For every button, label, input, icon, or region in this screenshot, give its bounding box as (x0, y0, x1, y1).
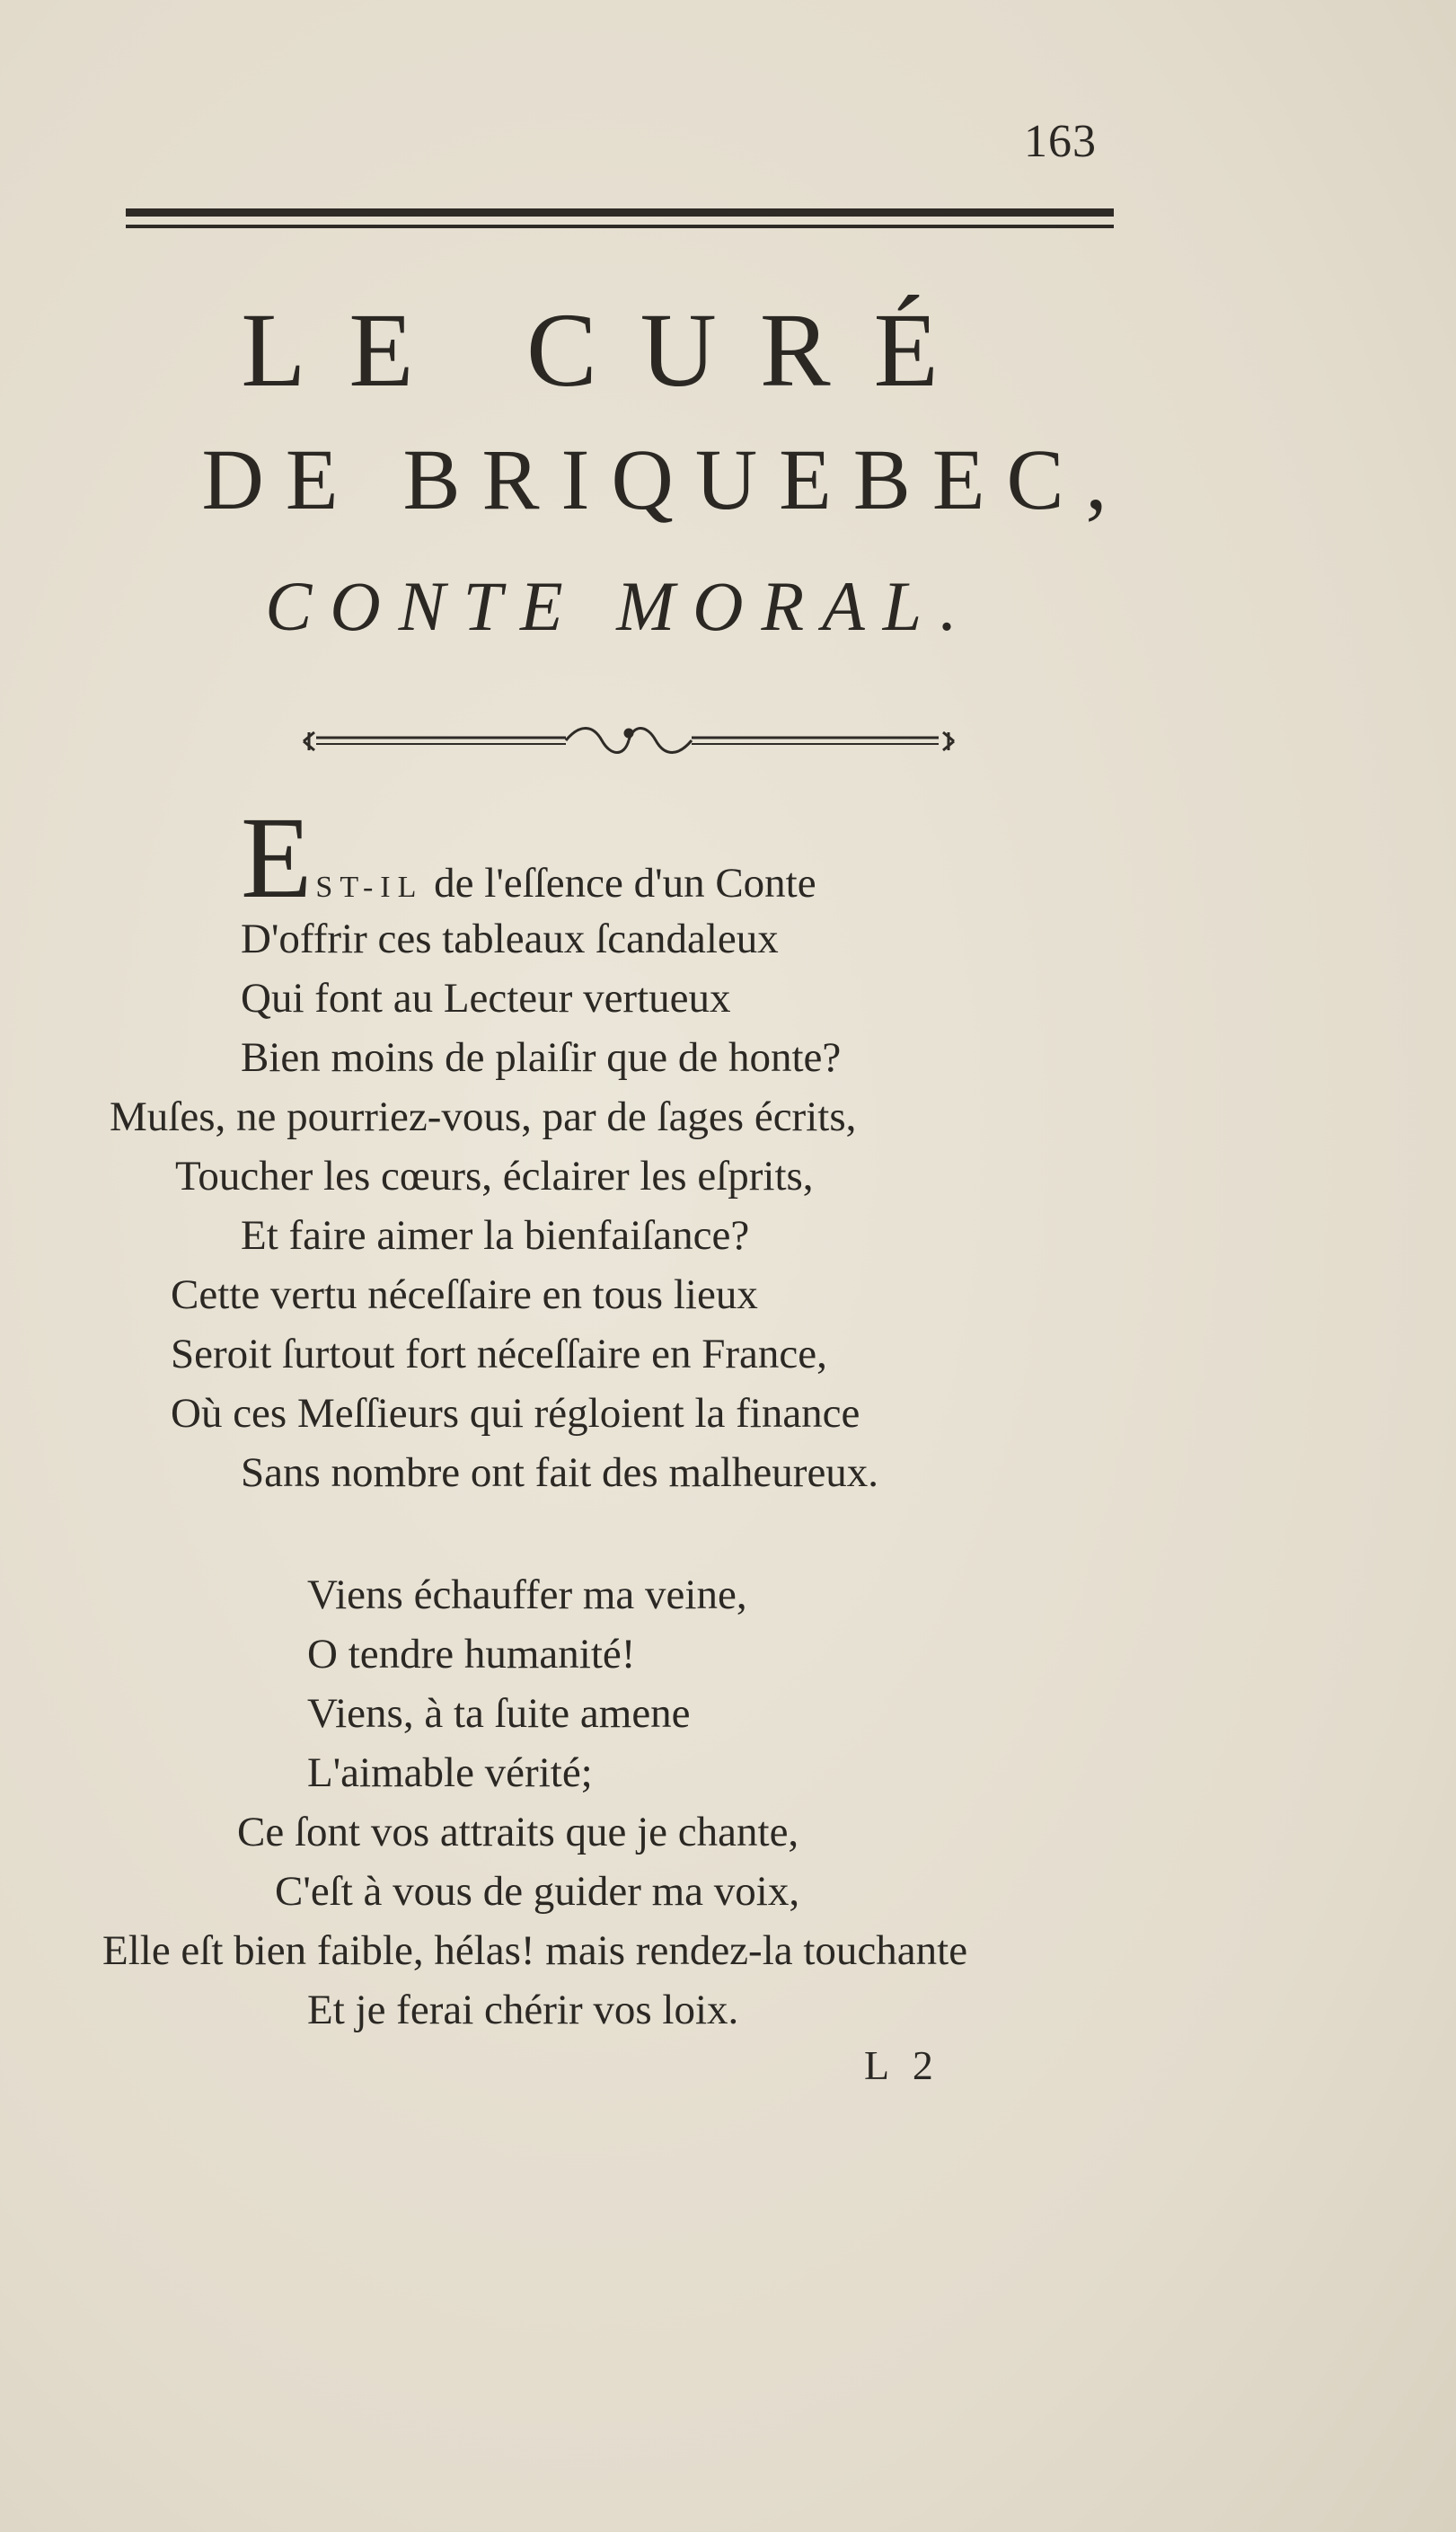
header-rule (126, 208, 1114, 228)
title-line-1: LE CURÉ (241, 291, 982, 409)
page-number: 163 (1024, 116, 1097, 167)
verse-line: Ce ſont vos attraits que je chante, (237, 1809, 799, 1855)
verse-line: D'offrir ces tableaux ſcandaleux (241, 916, 779, 962)
first-line-rest: de l'eſſence d'un Conte (423, 860, 816, 907)
verse-line: Cette vertu néceſſaire en tous lieux (171, 1271, 758, 1318)
first-verse-line (241, 793, 816, 923)
verse-line: O tendre humanité! (307, 1631, 636, 1678)
verse-line: Bien moins de plaiſir que de honte? (241, 1034, 842, 1081)
verse-line: Qui font au Lecteur vertueux (241, 975, 731, 1022)
drop-cap: E (241, 793, 313, 923)
verse-line: Viens échauffer ma veine, (307, 1571, 747, 1618)
verse-line: Sans nombre ont fait des malheureux. (241, 1449, 879, 1496)
verse-line: L'aimable vérité; (307, 1749, 593, 1796)
verse-line: Et faire aimer la bienfaiſance? (241, 1212, 750, 1259)
verse-line: Où ces Meſſieurs qui régloient la finance (171, 1390, 860, 1437)
verse-line: Viens, à ta ſuite amene (307, 1690, 691, 1737)
ornament-divider (296, 719, 961, 764)
verse-line: Elle eſt bien faible, hélas! mais rendez-la touchante (102, 1927, 968, 1974)
verse-line: Muſes, ne pourriez-vous, par de ſages écrits, (110, 1093, 857, 1140)
verse-line: C'eſt à vous de guider ma voix, (275, 1868, 800, 1915)
verse-line: Et je ferai chérir vos loix. (307, 1987, 739, 2033)
signature-mark: L 2 (864, 2042, 940, 2088)
title-line-3: CONTE MORAL. (265, 567, 975, 645)
drop-cap-smallcaps: ST-IL (315, 871, 424, 904)
title-line-2: DE BRIQUEBEC, (201, 431, 1129, 527)
verse-line: Toucher les cœurs, éclairer les eſprits, (175, 1153, 814, 1200)
verse-line: Seroit ſurtout fort néceſſaire en France, (171, 1331, 827, 1377)
